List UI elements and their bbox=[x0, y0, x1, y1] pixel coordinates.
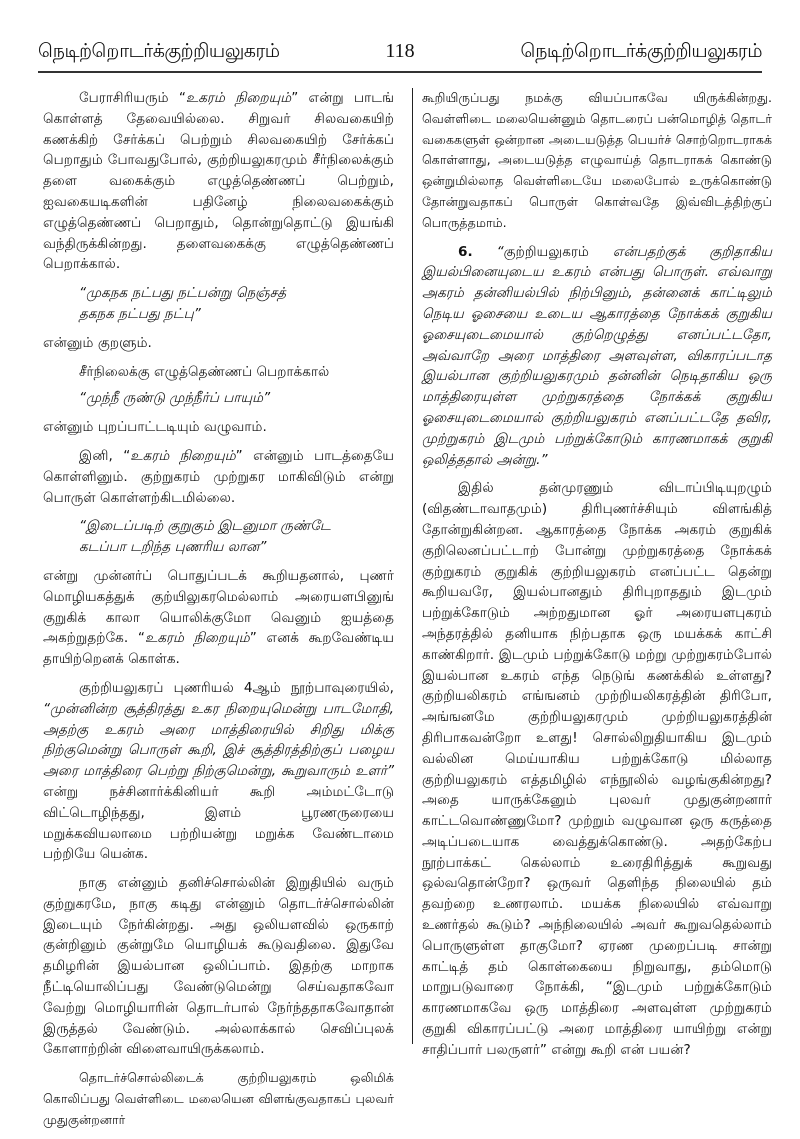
quoted-reading: உகரம் நிறையும் bbox=[185, 90, 292, 106]
verse-quote bbox=[43, 516, 394, 558]
text: என்று முன்னர்ப் பொதுப்படக் கூறியதனால், புணர் மொழியகத்துக் குற்யிலுகரமெல்லாம் அரையளபினுங் குறுகிக் காலா யொலிக்குமோ வெனும் ஐயத்தை அகற்றுதற்கே. “ bbox=[43, 567, 394, 647]
paragraph bbox=[43, 566, 394, 670]
paragraph bbox=[43, 678, 394, 865]
column-divider bbox=[412, 88, 413, 1044]
text: ” எனக் கூறவேண்டிய தாயிற்றெனக் கொள்க. bbox=[43, 630, 395, 668]
right-column bbox=[422, 88, 772, 1069]
numbered-quote-paragraph bbox=[422, 242, 772, 471]
page-header bbox=[38, 40, 762, 68]
verse-line: கடப்பா டறிந்த புணரிய லான” bbox=[79, 539, 267, 556]
verse-quote bbox=[43, 283, 394, 325]
page-number: 118 bbox=[385, 40, 415, 62]
paragraph: கூறியிருப்பது நமக்கு வியப்பாகவே யிருக்கின்றது. வெள்ளிடை மலையென்னும் தொடரைப் பன்மொழித் தொடர் வகைகளுள் ஒன்றான அடையடுத்த பெயர்ச் சொற்றொடராகக் கொள்ளாது, அடையடுத்த எழுவாய்த் தொடராகக் கொண்டு ஒன்றுமில்லாத வெள்ளிடையே மலைபோல் உருக்கொண்டு தோன்றுவதாகப் பொருள் கொள்வதே இவ்விடத்திற்குப் பொருத்தமாம். bbox=[422, 90, 772, 230]
paragraph: இதில் தன்முரணும் விடாப்பிடியுறழும் (விதண்டாவாதமும்) திரிபுணர்ச்சியும் விளங்கித் தோன்றுகின்றன. ஆகாரத்தை நோக்க அகரம் குறுகிக் குறிலெனப்பட்டாற் போன்று முற்றுகரத்தை நோக்கக் குற்றுகரம் குறுகிக் குற்றியலுகரம் எனப்பட்ட தென்று கூறியவரே, இயல்பானதும் திரிபுறாததும் இடமும் பற்றுக்கோடும் அற்றதுமான ஓர் அரையளபுகரம் அந்தரத்தில் தனியாக நிற்பதாக ஒரு மயக்கக் காட்சி காண்கிறார். இடமும் பற்றுக்கோடு மற்று முற்றுகரம்போல் இயல்பான உகரம் எந்த நெடுங் கணக்கில் உள்ளது? குற்றியலிகரம் எங்ஙனம் முற்றியலிகரத்தின் திரிபோ, அங்ஙனமே குற்றியலுகரமும் முற்றியலுகரத்தின் திரிபாகவன்றோ உளது! சொல்லிறுதியாகிய இடமும் வல்லின மெய்யாகிய பற்றுக்கோடு மில்லாத குற்றியலுகரம் எத்தமிழில் எந்நூலில் வழங்குகின்றது? அதை யாருக்கேனும் புலவர் முதுகுன்றனார் காட்டவொண்ணுமோ? முற்றும் வழுவான ஒரு கருத்தை அடிப்படையாக வைத்துக்கொண்டு. அதற்கேற்ப நூற்பாக்கட் கெல்லாம் உரைதிரித்துக் கூறுவது ஒல்வதொன்றோ? ஒருவர் தெளிந்த நிலையில் தம் தவற்றை உணரலாம். மயக்க நிலையில் எவ்வாறு உணர்தல் கூடும்? அந்நிலையில் அவர் கூறுவதெல்லாம் பொருளுள்ள தாகுமோ? ஏரண முறைப்படி சான்று காட்டித் தம் கொள்கையை நிறுவாது, தம்மொடு மாறுபடுவாரை நோக்கி, “இடமும் பற்றுக்கோடும் காரணமாகவே ஒரு மாத்திரை அளவுள்ள முற்றுகரம் குறுகி விகாரப்பட்டு அரை மாத்திரை யாயிற்று என்று சாதிப்பார் பலருளர்” என்று கூறி என் பயன்? bbox=[422, 480, 772, 1058]
text: “ bbox=[496, 243, 504, 260]
paragraph: சீர்நிலைக்கு எழுத்தெண்ணப் பெறாக்கால் bbox=[79, 363, 330, 380]
header-rule bbox=[38, 71, 762, 73]
paragraph: என்னும் குறளும். bbox=[43, 334, 152, 351]
item-number: 6. bbox=[458, 243, 473, 260]
paragraph bbox=[43, 446, 394, 508]
verse-line: “முகநக நட்பது நட்பன்று நெஞ்சத் bbox=[79, 285, 287, 302]
left-column bbox=[43, 88, 394, 1139]
verse-quote bbox=[43, 388, 394, 409]
quoted-reading: உகரம் நிறையும் bbox=[144, 630, 250, 647]
text: குற்றியலுகரம் bbox=[503, 243, 589, 260]
text: என்று நச்சினார்க்கினியர் கூறி அம்மட்டோடு விட்டொழிந்தது, இளம் பூரணருரையை மறுக்கவியலாமை பற்றியன்று மறுக்க வேண்டாமை பற்றியே யென்க. bbox=[43, 783, 394, 863]
quoted-reading: உகரம் நிறையும் bbox=[130, 447, 236, 464]
text: ” என்று பாடங் கொள்ளத் தேவையில்லை. சிறுவர் சிலவகையிற் கணக்கிற் சேர்க்கப் பெற்றும் சிலவகையிற் சேர்க்கப் பெறாதும் போவதுபோல், குற்றியலுகரமும் சீர்நிலைக்கும் தளை வகைக்கும் எழுத்தெண்ணப் பெற்றும், ஐவகையடிகளின் பதினேழ் நிலைவகைக்கும் எழுத்தெண்ணப் பெறாதும், தொன்றுதொட்டு இயங்கி வந்திருக்கின்றது. தளைவகைக்கு எழுத்தெண்ணப் பெறாக்கால். bbox=[43, 90, 394, 273]
running-title-left: நெடிற்றொடர்க்குற்றியலுகரம் bbox=[38, 40, 280, 62]
text: ” என்னும் பாடத்தையே கொள்ளினும். குற்றுகரம் முற்றுகர மாகிவிடும் என்று பொருள் கொள்ளற்கிடமில்லை. bbox=[43, 447, 394, 506]
quoted-commentary: “முன்னின்ற சூத்திரத்து உகர நிறையுமென்று பாடமோதி, அதற்கு உகரம் அரை மாத்திரையில் சிறிது மிக்கு நிற்குமென்று பொருள் கூறி, இச் சூத்திரத்திற்குப் பழைய அரை மாத்திரை பெற்று நிற்குமென்று, கூறுவாரும் உளர்” bbox=[43, 700, 394, 780]
text: இனி, “ bbox=[79, 447, 131, 464]
verse-line: தகநக நட்பது நட்பு” bbox=[79, 305, 201, 322]
quoted-text: என்பதற்குக் குறிதாகிய இயல்பினையுடைய உகரம் என்பது பொருள். எவ்வாறு அகரம் தன்னியல்பில் நிற்பினும், தன்னைக் காட்டிலும் நெடிய ஓசையை உடைய ஆகாரத்தை நோக்கக் குறுகிய ஓசையுடைமையால் குற்றெழுத்து எனப்பட்டதோ, அவ்வாறே அரை மாத்திரை அளவுள்ள, விகாரப்படாத இயல்பான குற்றியலுகரமும் தன்னின் நெடிதாகிய ஒரு மாத்திரையுள்ள முற்றுகரத்தை நோக்கக் குறுகிய ஓசையுடைமையால் குற்றியலுகரம் எனப்பட்டதே தவிர, முற்றுகரம் இடமும் பற்றுக்கோடும் காரணமாகக் குறுகி ஒலித்ததால் அன்று.” bbox=[422, 243, 772, 468]
text: பேராசிரியரும் “ bbox=[79, 90, 186, 106]
paragraph bbox=[43, 88, 394, 275]
text: குற்றியலுகரப் புணரியல் 4ஆம் நூற்பாவுரையில், bbox=[79, 679, 394, 696]
paragraph: என்னும் புறப்பாட்டடியும் வழுவாம். bbox=[43, 419, 267, 436]
verse-line: “முந்நீ ருண்டு முந்நீர்ப் பாயும்” bbox=[79, 390, 271, 407]
paragraph: தொடர்ச்சொல்லிடைக் குற்றியலுகரம் ஒலிமிக் கொலிப்பது வெள்ளிடை மலையென விளங்குவதாகப் புலவர் முதுகுன்றனார் bbox=[43, 1070, 394, 1127]
running-title-right: நெடிற்றொடர்க்குற்றியலுகரம் bbox=[520, 40, 762, 62]
verse-line: “இடைப்படிற் குறுகும் இடனுமா ருண்டே bbox=[79, 518, 331, 535]
paragraph: நாகு என்னும் தனிச்சொல்லின் இறுதியில் வரும் குற்றுகரமே, நாகு கடிது என்னும் தொடர்ச்சொல்லின் இடையும் நேர்கின்றது. அது ஒலியளவில் ஒருகாற் குன்றினும் குன்றுமே யொழியக் கூடுவதிலை. இதுவே தமிழரின் இயல்பான ஒலிப்பாம். இதற்கு மாறாக நீட்டியொலிப்பது வேண்டுமென்று செய்வதாகவோ வேற்று மொழியாரின் தொடர்பால் நேர்ந்ததாகவோதான் இருத்தல் வேண்டும். அல்லாக்கால் செவிப்புலக் கோளாற்றின் விளைவாயிருக்கலாம். bbox=[43, 875, 394, 1058]
